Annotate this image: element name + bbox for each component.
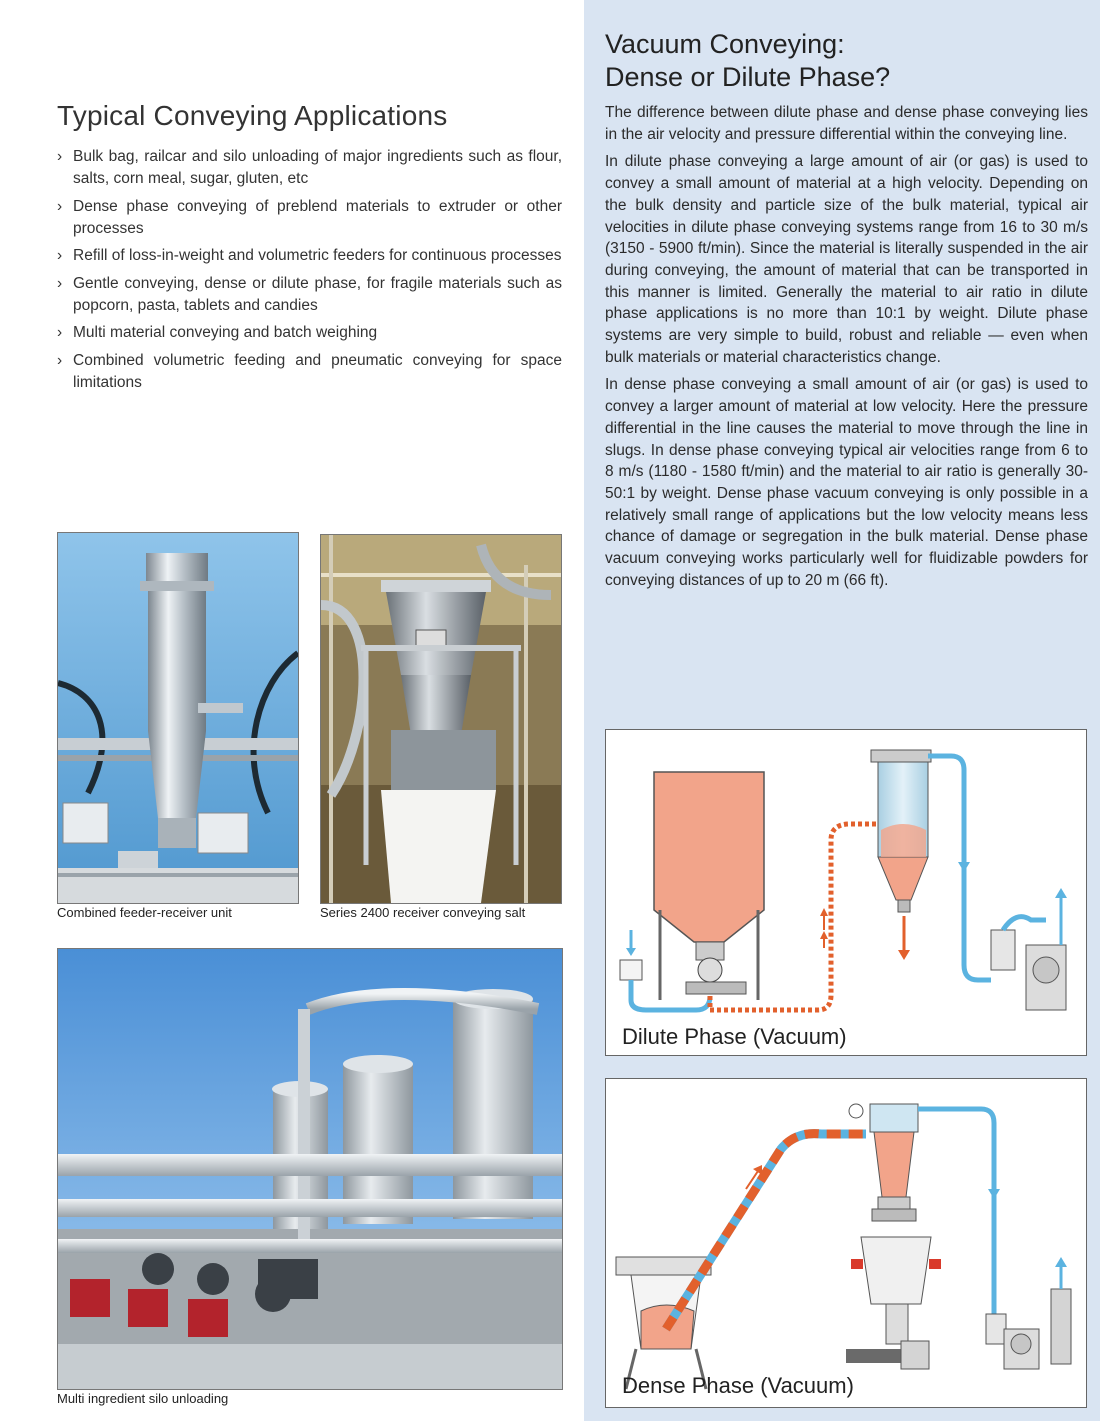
body-paragraph: In dense phase conveying a small amount of air (or gas) is used to convey a larger amount of material at low velocity. Here the pressure differential in the line causes the material to move through the line in slugs. In dense phase conveying typical air velocities range from 6 to 8 m/s (1180 - 1580 ft/min) and the material to air ratio is generally 30-50:1 by weight. Dense phase vacuum conveying is only possible in a relatively small range of applications but the low velocity means less chance of damage or segregation in the bulk material. Dense phase vacuum conveying works particularly well for fluidizable powders for conveying distances of up to 20 m (66 ft). [605,376,1088,589]
vacuum-conveying-body [605,102,1088,597]
receiver-caption: Series 2400 receiver conveying salt [320,905,526,920]
chevron-right-icon: › [57,351,63,369]
vacuum-conveying-title: Vacuum Conveying: Dense or Dilute Phase? [605,29,891,92]
applications-list [57,146,562,399]
dilute-phase-label: Dilute Phase (Vacuum) [622,1024,847,1049]
list-item: › Bulk bag, railcar and silo unloading of major ingredients such as flour, salts, corn meal, sugar, gluten, etc [57,148,562,187]
feeder-caption: Combined feeder-receiver unit [57,905,232,920]
feeder-receiver-photo [57,532,299,904]
dense-phase-label: Dense Phase (Vacuum) [622,1373,854,1398]
receiver-salt-photo [320,534,562,904]
dense-phase-diagram [605,1078,1087,1408]
chevron-right-icon: › [57,324,63,341]
list-item: › Gentle conveying, dense or dilute phase, for fragile materials such as popcorn, pasta, tablets and candies [57,274,562,314]
list-item: › Refill of loss-in-weight and volumetric feeders for continuous processes [57,245,562,267]
list-item: › Dense phase conveying of preblend materials to extruder or other processes [57,197,562,237]
applications-title: Typical Conveying Applications [57,100,448,131]
chevron-right-icon: › [57,247,63,264]
silo-unloading-photo [57,948,563,1390]
chevron-right-icon: › [57,274,63,292]
silo-caption: Multi ingredient silo unloading [57,1391,229,1406]
chevron-right-icon: › [57,197,63,215]
body-paragraph: In dilute phase conveying a large amount of air (or gas) is used to convey a small amount of material at a high velocity. Depending on the bulk density and particle size of the bulk material, typical air velocities in dilute phase conveying systems range from 16 to 30 m/s (3150 - 5900 ft/min). Since the material is literally suspended in the air during conveying, the amount of material that can be transported in this manner is limited. Generally the material to air ratio in dilute phase applications is no more than 10:1 by weight. Dilute phase systems are very simple to build, robust and reliable — even when bulk materials or material characteristics change. [605,153,1088,366]
dilute-phase-diagram [605,729,1087,1056]
body-paragraph: The difference between dilute phase and dense phase conveying lies in the air velocity and pressure differential within the conveying line. [605,104,1088,143]
list-item: › Multi material conveying and batch weighing [57,322,562,344]
list-item: › Combined volumetric feeding and pneumatic conveying for space limitations [57,351,562,391]
chevron-right-icon: › [57,148,63,165]
